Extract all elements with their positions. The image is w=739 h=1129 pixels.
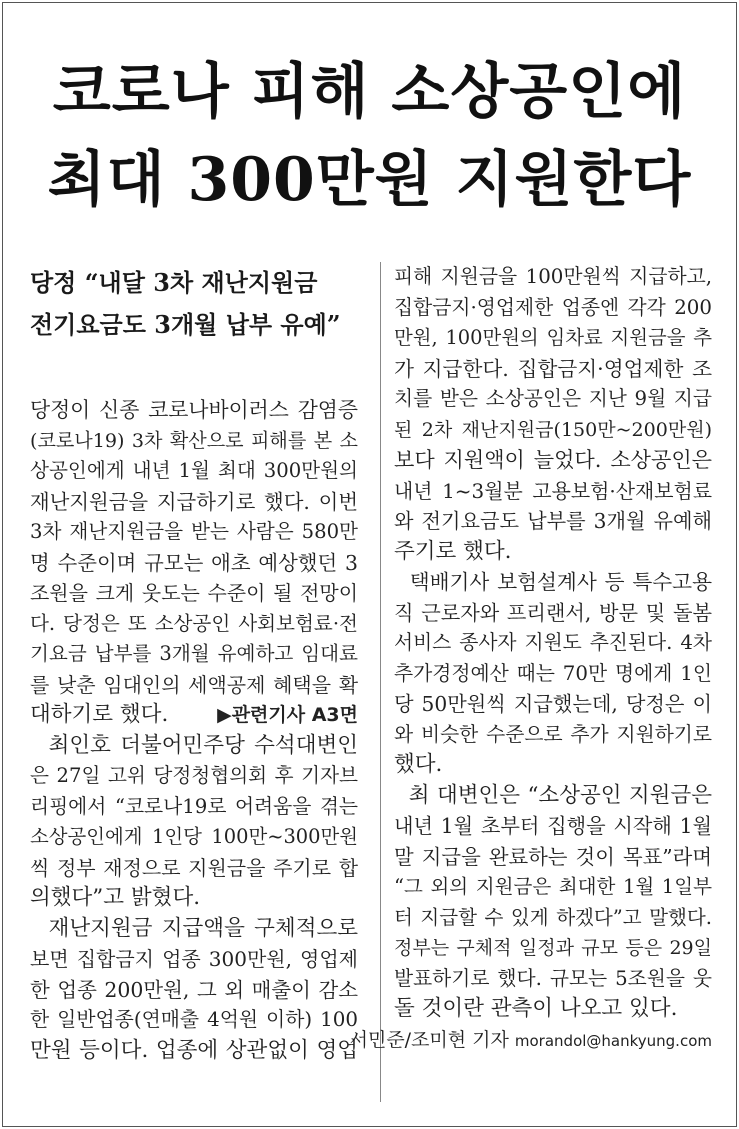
body-line: 직 근로자와 프리랜서, 방문 및 돌봄 (394, 600, 712, 625)
related-article-row (30, 700, 358, 731)
body-line: 택배기사 보험설계사 등 특수고용 (394, 570, 712, 594)
subheadline-line-1: 당정 “내달 3차 재난지원금 (30, 268, 318, 297)
related-article-link[interactable]: ▶관련기사 A3면 (217, 704, 358, 726)
body-line: 가 지급한다. 집합금지·영업제한 조 (394, 356, 712, 381)
body-line: 돌 것이란 관측이 나오고 있다. (394, 996, 678, 1021)
subheadline-line-2: 전기요금도 3개월 납부 유예” (30, 310, 341, 339)
body-line: 은 27일 고위 당정청협의회 후 기자브 (30, 764, 358, 787)
body-line: 리핑에서 “코로나19로 어려움을 겪는 (30, 794, 358, 818)
headline-line-1: 코로나 피해 소상공인에 (52, 57, 687, 127)
body-line: 보다 지원액이 늘었다. 소상공인은 (394, 447, 712, 472)
byline (349, 1025, 712, 1056)
body-line: 터 지급할 수 있게 하겠다”고 말했다. (394, 905, 712, 929)
body-line: 재난지원금 지급액을 구체적으로 (30, 915, 358, 941)
body-line: 만원 등이다. 업종에 상관없이 영업 (30, 1037, 358, 1063)
body-line: (코로나19) 3차 확산으로 피해를 본 소 (30, 428, 358, 452)
body-line: 피해 지원금을 100만원씩 지급하고, (394, 265, 712, 288)
headline-line-2: 최대 300만원 지원한다 (47, 145, 692, 215)
body-line: 당 50만원씩 지급했는데, 당정은 이 (394, 692, 712, 716)
body-line: 만원, 100만원의 임차료 지원금을 추 (394, 326, 712, 349)
body-line: 를 낮춘 임대인의 세액공제 혜택을 확 (30, 672, 358, 697)
body-line: 의했다”고 밝혔다. (30, 885, 201, 910)
body-line: 3차 재난지원금을 받는 사람은 580만 (30, 520, 358, 543)
body-line: 서비스 종사자 지원도 추진된다. 4차 (394, 631, 712, 654)
body-line: 당정이 신종 코로나바이러스 감염증 (30, 398, 358, 422)
headline (0, 48, 739, 224)
body-line: 주기로 했다. (394, 538, 512, 564)
body-line: 최 대변인은 “소상공인 지원금은 (394, 782, 712, 808)
left-column (30, 395, 358, 1066)
body-line: 한 일반업종(연매출 4억원 이하) 100 (30, 1008, 358, 1031)
body-line: 명 수준이며 규모는 애초 예상했던 3 (30, 550, 358, 575)
byline-authors: 서민준/조미현 기자 (349, 1028, 509, 1051)
body-line: 치를 받은 소상공인은 지난 9월 지급 (394, 387, 712, 410)
body-line: 추가경정예산 때는 70만 명에게 1인 (394, 661, 712, 685)
body-line: 재난지원금을 지급하기로 했다. 이번 (30, 489, 358, 514)
body-line: 상공인에게 내년 1월 최대 300만원의 (30, 459, 358, 482)
body-line: 기요금 납부를 3개월 유예하고 임대료 (30, 642, 358, 665)
body-line: 조원을 크게 웃도는 수준이 될 전망이 (30, 581, 358, 605)
body-line: 집합금지·영업제한 업종엔 각각 200 (394, 295, 712, 319)
body-line: 보면 집합금지 업종 300만원, 영업제 (30, 947, 358, 971)
body-line: 한 업종 200만원, 그 외 매출이 감소 (30, 977, 358, 1002)
body-line: 된 2차 재난지원금(150만~200만원) (394, 418, 712, 441)
body-line: 와 전기요금도 납부를 3개월 유예해 (394, 509, 712, 533)
body-line: 내년 1월 초부터 집행을 시작해 1월 (394, 814, 712, 838)
body-line: 정부는 구체적 일정과 규모 등은 29일 (394, 937, 712, 959)
body-line: 대하기로 했다. (30, 702, 169, 727)
body-line: 말 지급을 완료하는 것이 목표”라며 (394, 844, 712, 869)
body-line: 내년 1~3월분 고용보험·산재보험료 (394, 478, 712, 503)
body-line: 소상공인에게 1인당 100만~300만원 (30, 825, 358, 848)
body-line: 최인호 더불어민주당 수석대변인 (30, 732, 358, 758)
body-line: 발표하기로 했다. 규모는 5조원을 웃 (394, 966, 712, 990)
right-column (349, 262, 712, 1055)
body-line: 씩 정부 재정으로 지원금을 주기로 합 (30, 855, 358, 880)
body-line: “그 외의 지원금은 최대한 1월 1일부 (394, 875, 712, 898)
byline-email[interactable]: morandol@hankyung.com (514, 1031, 712, 1050)
body-line: 했다. (394, 752, 443, 777)
column-divider (380, 262, 381, 1102)
body-line: 다. 당정은 또 소상공인 사회보험료·전 (30, 611, 358, 635)
subheadline (30, 262, 358, 346)
body-line: 와 비슷한 수준으로 추가 지원하기로 (394, 722, 712, 746)
